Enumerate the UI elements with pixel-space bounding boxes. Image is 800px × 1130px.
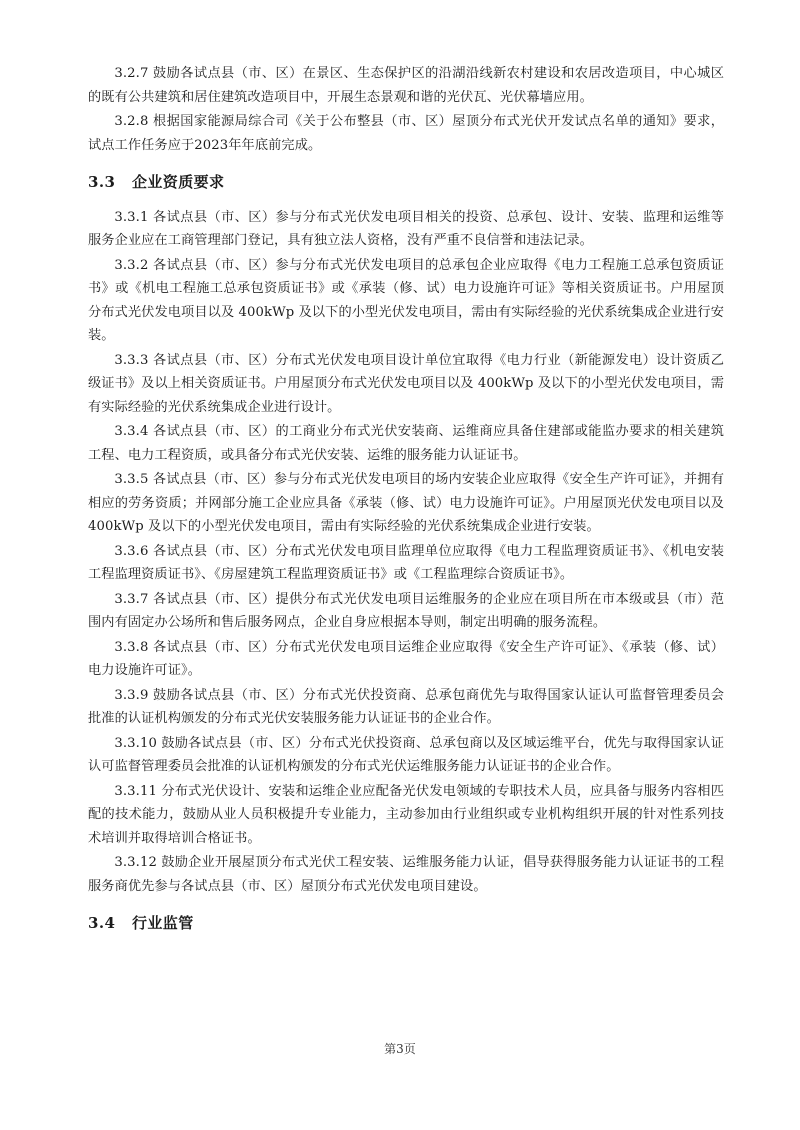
document-body [88, 62, 724, 947]
heading-number: 3.4 [88, 914, 116, 932]
page-footer: 第3页 [384, 1042, 416, 1056]
paragraph-3-3-2: 3.3.2 各试点县（市、区）参与分布式光伏发电项目的总承包企业应取得《电力工程施工总承包资质证书》或《机电工程施工总承包资质证书》或《承装（修、试）电力设施许可证》等相关资质证书。户用屋顶分布式光伏发电项目以及 400kWp 及以下的小型光伏发电项目，需由有实际经验的光伏系统集成企业进行安装。 [88, 257, 724, 343]
paragraph-3-3-3: 3.3.3 各试点县（市、区）分布式光伏发电项目设计单位宜取得《电力行业（新能源发电）设计资质乙级证书》及以上相关资质证书。户用屋顶分布式光伏发电项目以及 400kWp 及以下的小型光伏发电项目，需有实际经验的光伏系统集成企业进行设计。 [88, 352, 724, 415]
heading-number: 3.3 [88, 173, 116, 191]
paragraph-3-3-5: 3.3.5 各试点县（市、区）参与分布式光伏发电项目的场内安装企业应取得《安全生产许可证》，并拥有相应的劳务资质；并网部分施工企业应具备《承装（修、试）电力设施许可证》。户用屋顶光伏发电项目以及 400kWp 及以下的小型光伏发电项目，需由有实际经验的光伏系统集成企业进行安装。 [88, 472, 724, 534]
paragraph-3-3-12: 3.3.12 鼓励企业开展屋顶分布式光伏工程安装、运维服务能力认证，倡导获得服务能力认证证书的工程服务商优先参与各试点县（市、区）屋顶分布式光伏发电项目建设。 [88, 855, 724, 894]
paragraph-3-2-8: 3.2.8 根据国家能源局综合司《关于公布整县（市、区）屋顶分布式光伏开发试点名单的通知》要求，试点工作任务应于2023年年底前完成。 [88, 114, 724, 153]
paragraph-3-3-11: 3.3.11 分布式光伏设计、安装和运维企业应配备光伏发电领域的专职技术人员，应具备与服务内容相匹配的技术能力，鼓励从业人员积极提升专业能力，主动参加由行业组织或专业机构组织开展的针对性系列技术培训并取得培训合格证书。 [88, 783, 724, 846]
paragraph-3-3-4: 3.3.4 各试点县（市、区）的工商业分布式光伏安装商、运维商应具备住建部或能监办要求的相关建筑工程、电力工程资质，或具备分布式光伏安装、运维的服务能力认证证书。 [88, 424, 724, 463]
paragraph-3-3-1: 3.3.1 各试点县（市、区）参与分布式光伏发电项目相关的投资、总承包、设计、安装、监理和运维等服务企业应在工商管理部门登记，具有独立法人资格，没有严重不良信誉和违法记录。 [88, 209, 724, 248]
paragraph-3-2-7: 3.2.7 鼓励各试点县（市、区）在景区、生态保护区的沿湖沿线新农村建设和农居改造项目，中心城区的既有公共建筑和居住建筑改造项目中，开展生态景观和谐的光伏瓦、光伏幕墙应用。 [88, 66, 724, 105]
paragraph-3-3-8: 3.3.8 各试点县（市、区）分布式光伏发电项目运维企业应取得《安全生产许可证》、《承装（修、试）电力设施许可证》。 [88, 639, 724, 678]
paragraph-3-3-6: 3.3.6 各试点县（市、区）分布式光伏发电项目监理单位应取得《电力工程监理资质证书》、《机电安装工程监理资质证书》、《房屋建筑工程监理资质证书》或《工程监理综合资质证书》。 [88, 543, 724, 582]
heading-text: 行业监管 [132, 914, 194, 932]
paragraph-3-3-9: 3.3.9 鼓励各试点县（市、区）分布式光伏投资商、总承包商优先与取得国家认证认可监督管理委员会批准的认证机构颁发的分布式光伏安装服务能力认证证书的企业合作。 [88, 687, 724, 726]
paragraph-3-3-10: 3.3.10 鼓励各试点县（市、区）分布式光伏投资商、总承包商以及区域运维平台，优先与取得国家认证认可监督管理委员会批准的认证机构颁发的分布式光伏运维服务能力认证证书的企业合作。 [88, 735, 724, 774]
paragraph-3-3-7: 3.3.7 各试点县（市、区）提供分布式光伏发电项目运维服务的企业应在项目所在市本级或县（市）范围内有固定办公场所和售后服务网点，企业自身应根据本导则，制定出明确的服务流程。 [88, 591, 724, 630]
heading-3-4 [88, 911, 724, 937]
heading-3-3 [88, 170, 724, 196]
heading-text: 企业资质要求 [132, 173, 225, 191]
